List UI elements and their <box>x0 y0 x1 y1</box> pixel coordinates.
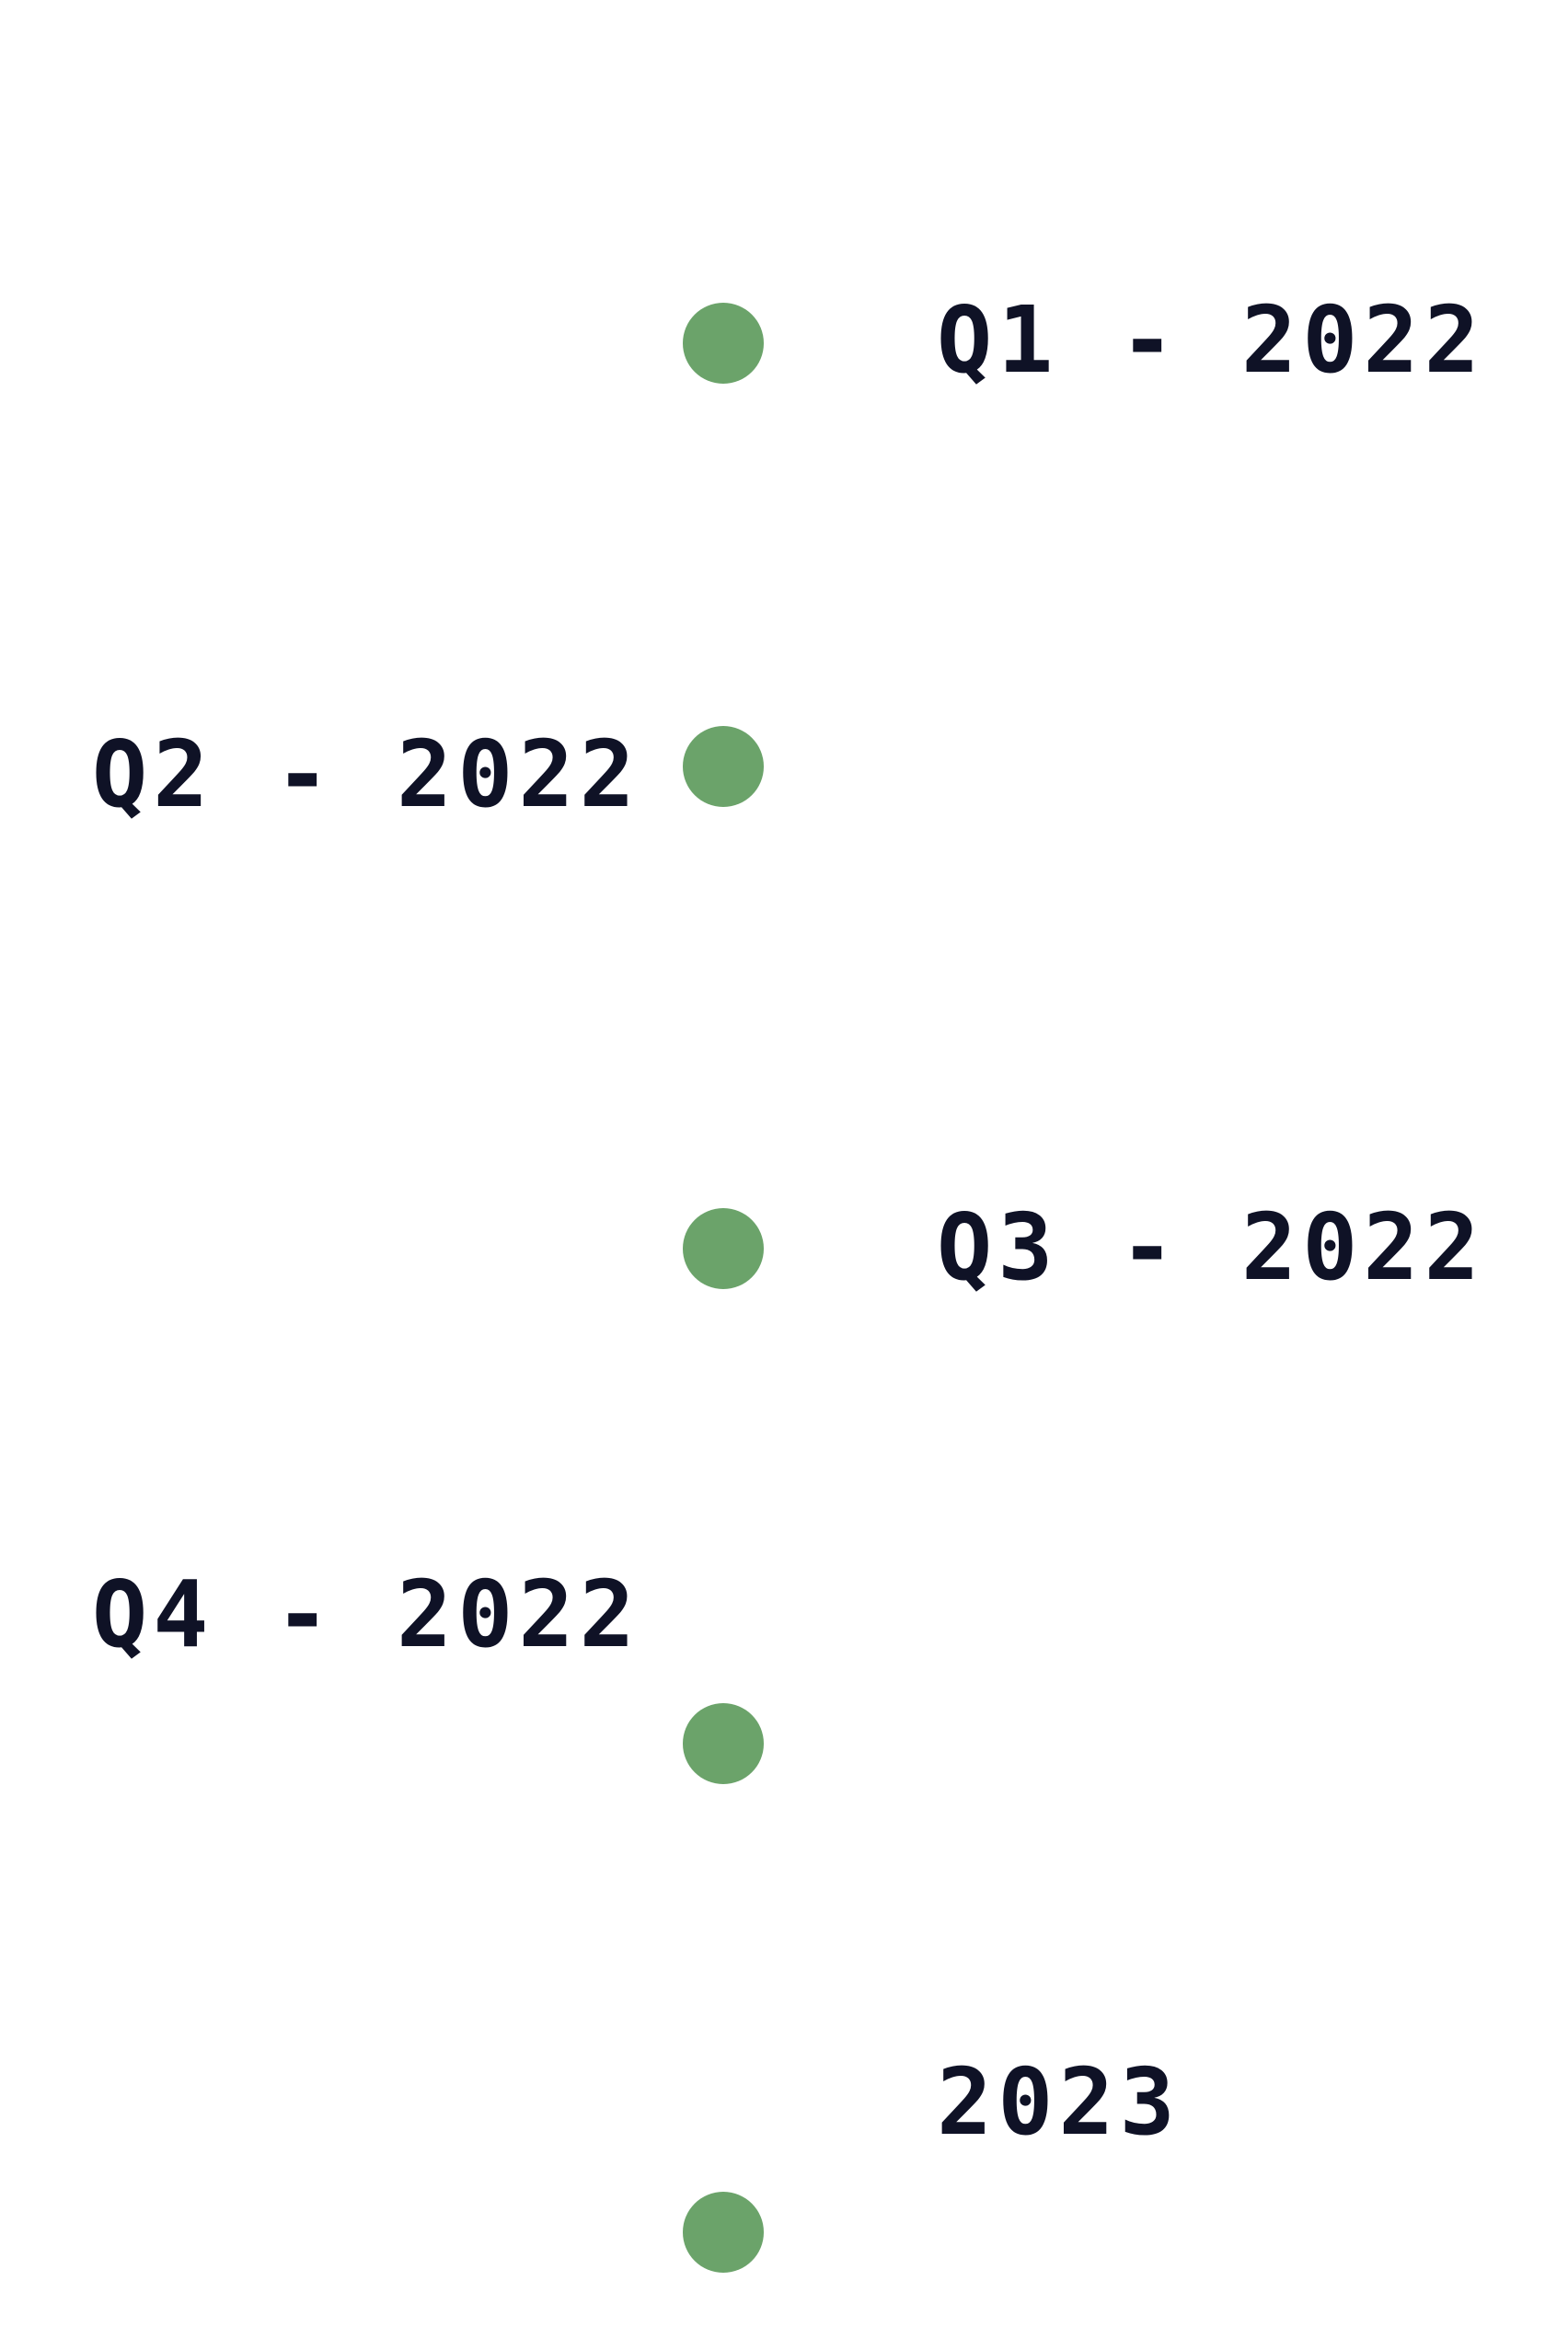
timeline-label-q3-2022: Q3 - 2022 <box>937 1193 1485 1301</box>
timeline-dot-q1-2022 <box>683 303 764 384</box>
timeline-dot-q2-2022 <box>683 726 764 807</box>
timeline-label-q1-2022: Q1 - 2022 <box>937 286 1485 394</box>
timeline-label-q4-2022: Q4 - 2022 <box>92 1561 640 1668</box>
timeline-label-q2-2022: Q2 - 2022 <box>92 720 640 828</box>
timeline-dot-q4-2022 <box>683 1703 764 1784</box>
timeline-label-2023: 2023 <box>937 2048 1181 2156</box>
timeline-dot-q3-2022 <box>683 1208 764 1289</box>
timeline-dot-2023 <box>683 2192 764 2273</box>
